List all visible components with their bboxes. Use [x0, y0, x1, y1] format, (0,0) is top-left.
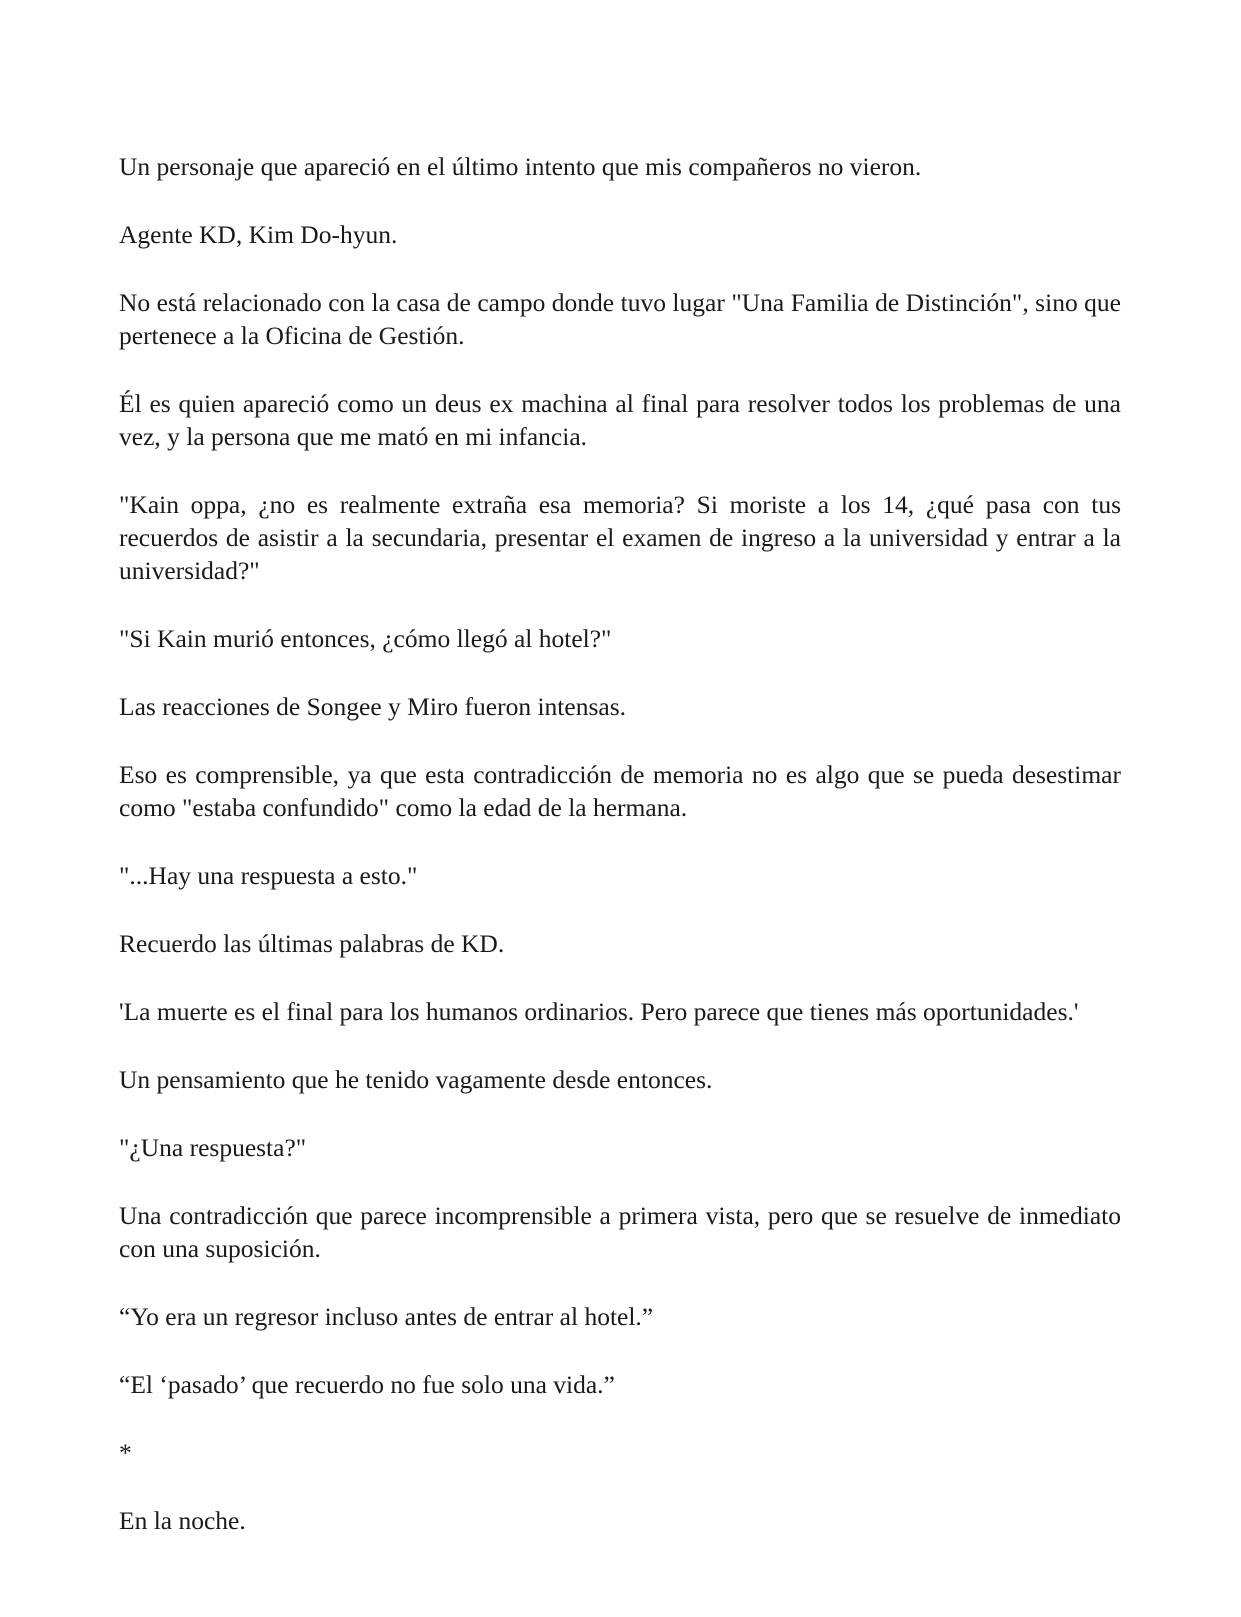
paragraph: Eso es comprensible, ya que esta contradicción de memoria no es algo que se pueda desestimar como "estaba confundido" como la edad de la hermana. [119, 760, 1121, 822]
paragraph: Un pensamiento que he tenido vagamente desde entonces. [119, 1065, 713, 1094]
paragraph: Una contradicción que parece incomprensible a primera vista, pero que se resuelve de inmediato con una suposición. [119, 1201, 1121, 1263]
paragraph: Recuerdo las últimas palabras de KD. [119, 929, 505, 958]
paragraph: En la noche. [119, 1506, 246, 1535]
paragraph: "Kain oppa, ¿no es realmente extraña esa memoria? Si moriste a los 14, ¿qué pasa con tus recuerdos de asistir a la secundaria, presentar el examen de ingreso a la universidad y entrar a la universidad?" [119, 490, 1121, 585]
paragraph: Agente KD, Kim Do-hyun. [119, 220, 398, 249]
paragraph: “Yo era un regresor incluso antes de entrar al hotel.” [119, 1302, 654, 1331]
paragraph: “El ‘pasado’ que recuerdo no fue solo una vida.” [119, 1370, 615, 1399]
paragraph: "Si Kain murió entonces, ¿cómo llegó al hotel?" [119, 624, 612, 653]
scene-break: * [119, 1438, 132, 1467]
paragraph: No está relacionado con la casa de campo donde tuvo lugar "Una Familia de Distinción", sino que pertenece a la Oficina de Gestión. [119, 288, 1121, 350]
paragraph: Un personaje que apareció en el último intento que mis compañeros no vieron. [119, 152, 922, 181]
paragraph: Las reacciones de Songee y Miro fueron intensas. [119, 692, 626, 721]
paragraph: Él es quien apareció como un deus ex machina al final para resolver todos los problemas de una vez, y la persona que me mató en mi infancia. [119, 389, 1121, 451]
paragraph: "¿Una respuesta?" [119, 1133, 307, 1162]
document-page [119, 150, 1121, 1537]
paragraph: "...Hay una respuesta a esto." [119, 861, 418, 890]
paragraph: 'La muerte es el final para los humanos ordinarios. Pero parece que tienes más oportunidades.' [119, 997, 1079, 1026]
